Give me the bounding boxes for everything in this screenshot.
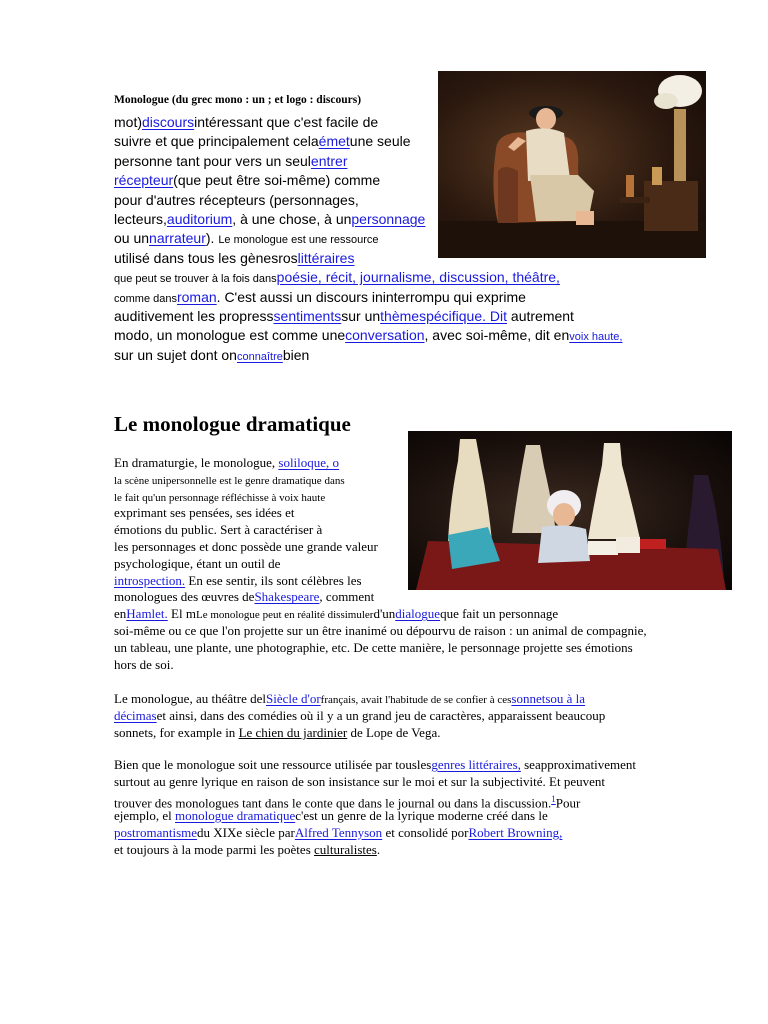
inline-link[interactable]: 1 bbox=[551, 793, 556, 804]
inline-link[interactable]: narrateur bbox=[149, 230, 206, 247]
text-line bbox=[114, 191, 359, 210]
text-run: français, avait l'habitude de se confier à ces bbox=[320, 694, 512, 706]
inline-link[interactable]: dialogue bbox=[395, 606, 441, 622]
inline-link[interactable]: récepteur bbox=[114, 172, 174, 189]
text-line bbox=[114, 589, 374, 606]
inline-link[interactable]: Siècle d'or bbox=[265, 691, 321, 706]
text-line bbox=[114, 573, 362, 590]
text-run: pour d'autres récepteurs (personnages, bbox=[114, 191, 359, 208]
text-run: trouver des monologues tant dans le conte que dans le journal ou dans la discussion. bbox=[114, 795, 552, 811]
text-line bbox=[114, 152, 347, 171]
text-line bbox=[114, 113, 378, 132]
text-line bbox=[114, 288, 526, 309]
inline-link[interactable]: Shakespeare bbox=[254, 589, 320, 605]
text-line bbox=[114, 455, 339, 472]
text-run: et toujours à la mode parmi les poètes bbox=[114, 841, 315, 857]
text-run: c'est un genre de la lyrique moderne créé dans le bbox=[295, 807, 548, 823]
inline-link[interactable]: décimas bbox=[114, 708, 157, 723]
text-run: ). bbox=[205, 230, 219, 247]
text-line bbox=[114, 825, 562, 842]
text-run: soi-même ou ce que l'on projette sur un être inanimé ou dépourvu de raison : un animal de compagnie, bbox=[114, 623, 647, 638]
text-run: bien bbox=[282, 346, 310, 363]
text-run: surtout au genre lyrique en raison de son insistance sur le moi et sur la subjectivité. Et peuvent bbox=[114, 773, 605, 789]
section1-heading: Monologue (du grec mono : un ; et logo : discours) bbox=[114, 94, 362, 106]
inline-link[interactable]: soliloque, o bbox=[278, 455, 340, 470]
inline-link[interactable]: spécifique. Dit bbox=[419, 308, 508, 324]
text-run: intéressant que c'est facile de bbox=[194, 114, 379, 130]
text-run: les personnages et donc possède une grande valeur bbox=[114, 539, 378, 554]
text-run: Le monologue peut en réalité dissimuler bbox=[195, 609, 374, 622]
text-run: mot) bbox=[114, 114, 142, 130]
text-run: En dramaturgie, le monologue, bbox=[114, 455, 279, 470]
text-line bbox=[114, 556, 280, 573]
text-line bbox=[114, 657, 174, 674]
inline-link[interactable]: Alfred Tennyson bbox=[294, 824, 383, 840]
inline-link[interactable]: introspection. bbox=[114, 572, 186, 588]
inline-link[interactable]: postromantisme bbox=[114, 824, 198, 840]
text-run: de Lope de Vega. bbox=[347, 725, 441, 740]
inline-link[interactable]: sentiments bbox=[273, 308, 342, 324]
inline-link[interactable]: entrer bbox=[310, 152, 348, 169]
text-run: ou un bbox=[114, 230, 150, 247]
text-line bbox=[114, 307, 574, 326]
text-run: . bbox=[376, 841, 381, 857]
text-run: , avec soi-même, dit en bbox=[424, 327, 570, 344]
text-line bbox=[114, 326, 622, 347]
actress-armchair-illustration bbox=[438, 71, 706, 258]
inline-link[interactable]: poésie, récit, journalisme, discussion, théâtre, bbox=[276, 269, 560, 286]
text-run: exprimant ses pensées, ses idées et bbox=[114, 505, 295, 521]
actress-dresses-illustration bbox=[408, 431, 732, 590]
text-line bbox=[114, 606, 558, 624]
text-line bbox=[114, 774, 605, 791]
text-run: utilisé dans tous les gènesros bbox=[114, 249, 298, 266]
inline-link[interactable]: personnage bbox=[351, 211, 426, 227]
text-run: psychologique, étant un outil de bbox=[114, 555, 281, 571]
inline-link[interactable]: thème bbox=[380, 308, 420, 324]
text-line bbox=[114, 171, 380, 190]
text-run: Le monologue est une ressource bbox=[218, 234, 379, 247]
text-run: seapproximativement bbox=[520, 757, 637, 772]
underlined-text: culturalistes bbox=[314, 841, 377, 857]
text-line bbox=[114, 210, 425, 229]
text-run: comme dans bbox=[114, 292, 177, 305]
text-run: que fait un personnage bbox=[440, 606, 559, 622]
text-run: et consolidé por bbox=[382, 824, 469, 840]
underlined-text: Le chien du jardinier bbox=[238, 725, 348, 740]
text-run: , comment bbox=[319, 589, 375, 605]
section2-heading: Le monologue dramatique bbox=[114, 412, 351, 436]
text-run: , à une chose, à un bbox=[232, 211, 352, 227]
text-line bbox=[114, 489, 325, 507]
inline-link[interactable]: discours bbox=[142, 114, 195, 130]
text-run: que peut se trouver à la fois dans bbox=[114, 273, 277, 286]
text-line bbox=[114, 808, 548, 825]
text-line bbox=[114, 249, 354, 268]
text-run: . C'est aussi un discours ininterrompu qui exprime bbox=[216, 288, 526, 305]
inline-link[interactable]: monologue dramatique bbox=[175, 807, 296, 823]
text-line bbox=[114, 640, 633, 657]
actress-dresses-photo bbox=[408, 431, 732, 590]
text-run: Le monologue, au théâtre del bbox=[114, 691, 266, 706]
text-run: le fait qu'un personnage réfléchisse à voix haute bbox=[114, 491, 326, 504]
text-run: en bbox=[114, 606, 127, 622]
text-run: monologues des œuvres de bbox=[114, 589, 255, 605]
text-line bbox=[114, 757, 636, 774]
text-run: un tableau, une plante, une photographie, etc. De cette manière, le personnage projette ses émotions bbox=[114, 639, 633, 655]
text-run: une seule bbox=[349, 133, 411, 150]
inline-link[interactable]: Robert Browning, bbox=[468, 824, 563, 840]
text-run: En ese sentir, ils sont célèbres les bbox=[185, 572, 362, 588]
text-line bbox=[114, 132, 411, 151]
text-run: sonnets, for example in bbox=[114, 725, 239, 740]
text-line bbox=[114, 539, 378, 556]
text-run: lecteurs, bbox=[114, 211, 167, 227]
text-run: autrement bbox=[507, 308, 574, 324]
inline-link[interactable]: ou à la bbox=[550, 691, 586, 706]
text-line bbox=[114, 505, 295, 522]
text-run: suivre et que principalement cela bbox=[114, 133, 319, 150]
text-run: (que peut être soi-même) comme bbox=[173, 172, 381, 189]
text-run: du XIXe siècle par bbox=[197, 824, 295, 840]
text-run: personne tant pour vers un seul bbox=[114, 152, 311, 169]
text-run: émotions du public. Sert à caractériser à bbox=[114, 522, 323, 538]
text-run: hors de soi. bbox=[114, 656, 174, 672]
inline-link[interactable]: littéraires bbox=[297, 249, 355, 266]
text-run: Pour bbox=[555, 795, 581, 811]
inline-link[interactable]: roman bbox=[176, 288, 217, 305]
text-run: sur un sujet dont on bbox=[114, 346, 237, 363]
text-run: et ainsi, dans des comédies où il y a un grand jeu de caractères, apparaissent beaucoup bbox=[156, 708, 606, 723]
text-line bbox=[114, 346, 309, 367]
text-line bbox=[114, 522, 322, 539]
inline-link[interactable]: conversation bbox=[345, 327, 425, 344]
inline-link[interactable]: voix haute, bbox=[569, 331, 623, 344]
inline-link[interactable]: genres littéraires, bbox=[431, 757, 521, 772]
text-line bbox=[114, 472, 345, 490]
inline-link[interactable]: Hamlet. bbox=[126, 606, 168, 622]
inline-link[interactable]: émet bbox=[318, 133, 350, 150]
text-line bbox=[114, 623, 647, 640]
text-line bbox=[114, 229, 379, 250]
text-line bbox=[114, 724, 440, 741]
text-line bbox=[114, 268, 560, 289]
text-line bbox=[114, 707, 605, 724]
text-run: modo, un monologue est comme une bbox=[114, 327, 346, 344]
inline-link[interactable]: sonnets bbox=[511, 691, 551, 706]
text-run: auditivement les propress bbox=[114, 308, 274, 324]
text-run: Bien que le monologue soit une ressource utilisée par tousles bbox=[114, 757, 432, 772]
inline-link[interactable]: connaître bbox=[236, 350, 283, 363]
actress-armchair-photo bbox=[438, 71, 706, 258]
text-run: d'un bbox=[373, 606, 396, 622]
text-run: El m bbox=[167, 606, 196, 622]
text-run: la scène unipersonnelle est le genre dramatique dans bbox=[114, 474, 345, 487]
text-run: ejemplo, el bbox=[114, 807, 176, 823]
inline-link[interactable]: auditorium bbox=[166, 211, 233, 227]
text-run: sur un bbox=[341, 308, 381, 324]
text-line bbox=[114, 842, 380, 859]
